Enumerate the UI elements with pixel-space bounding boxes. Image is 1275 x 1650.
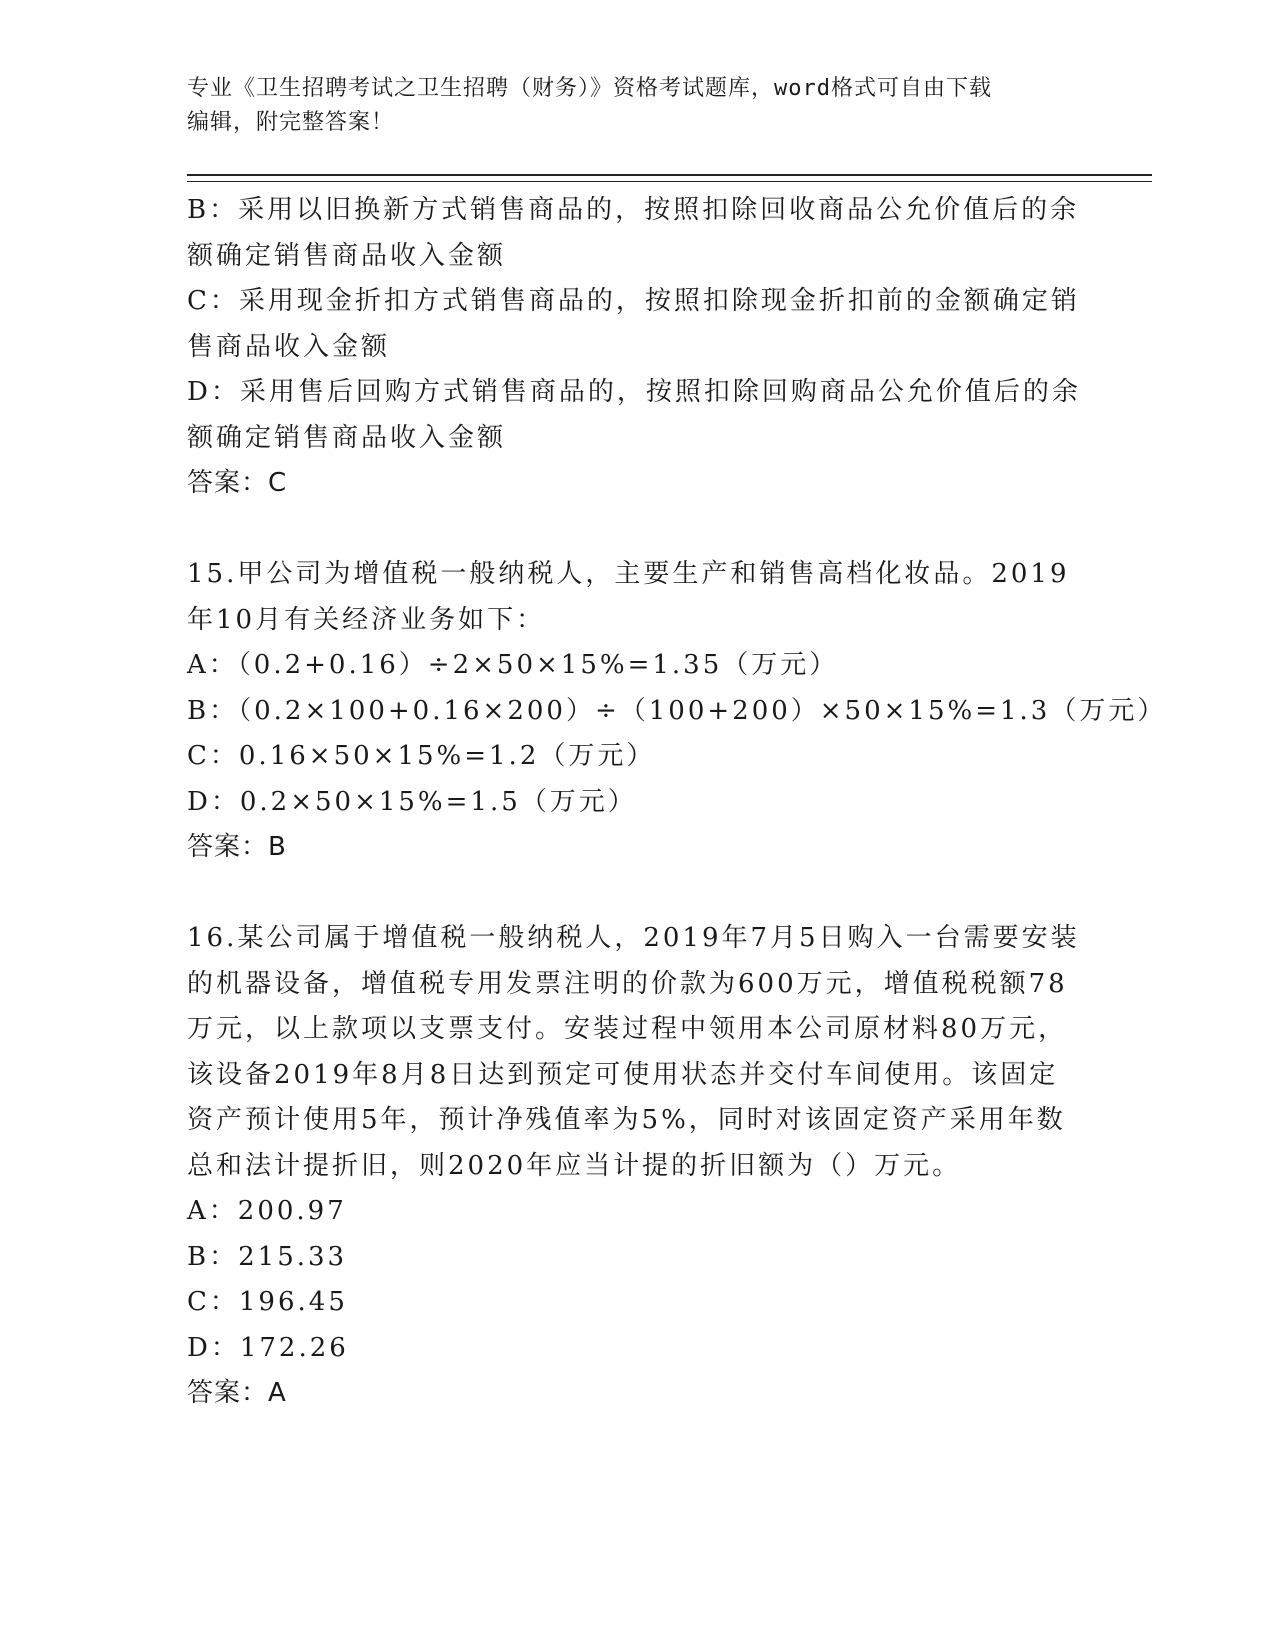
q16-option-c: C：196.45 (187, 1287, 348, 1317)
q16-option-a: A：200.97 (187, 1196, 347, 1226)
q15-answer: 答案：B (187, 832, 287, 862)
q16-option-b: B：215.33 (187, 1241, 348, 1272)
q15-option-c: C：0.16×50×15%=1.2（万元） (187, 741, 656, 771)
q14-option-d-line-1: D：采用售后回购方式销售商品的，按照扣除回购商品公允价值后的余 (187, 377, 1081, 407)
header-line-1: 专业《卫生招聘考试之卫生招聘（财务）》资格考试题库，word格式可自由下载 (187, 76, 992, 101)
spacer (187, 507, 1087, 553)
header-line-2: 编辑，附完整答案！ (187, 110, 395, 135)
q16-stem-line-5: 资产预计使用5年，预计净残值率为5%，同时对该固定资产采用年数 (187, 1105, 1066, 1135)
q14-option-c-line-2: 售商品收入金额 (187, 331, 391, 362)
question-16-block (187, 916, 1087, 1417)
q16-stem-line-2: 的机器设备，增值税专用发票注明的价款为600万元，增值税税额78 (187, 968, 1068, 999)
document-header (187, 72, 1067, 140)
q14-option-d-line-2: 额确定销售商品收入金额 (187, 422, 507, 453)
q15-option-a: A：（0.2+0.16）÷2×50×15%=1.35（万元） (187, 650, 839, 680)
q14-option-c-line-1: C：采用现金折扣方式销售商品的，按照扣除现金折扣前的金额确定销 (187, 286, 1080, 316)
q16-stem-line-4: 该设备2019年8月8日达到预定可使用状态并交付车间使用。该固定 (187, 1059, 1059, 1090)
q14-option-b-line-2: 额确定销售商品收入金额 (187, 240, 507, 271)
header-divider-thin (187, 181, 1152, 182)
header-divider-thick (187, 174, 1152, 176)
q15-option-b: B：（0.2×100+0.16×200）÷（100+200）×50×15%=1.3（万元） (187, 695, 1167, 726)
q15-stem-line-1: 15.甲公司为增值税一般纳税人，主要生产和销售高档化妆品。2019 (187, 559, 1070, 589)
question-15-block (187, 552, 1167, 871)
q15-option-d: D：0.2×50×15%=1.5（万元） (187, 786, 637, 817)
q15-stem-line-2: 年10月有关经济业务如下： (187, 604, 546, 635)
q16-answer: 答案：A (187, 1378, 287, 1408)
q16-option-d: D：172.26 (187, 1332, 349, 1363)
question-content (187, 188, 1167, 1417)
q16-stem-line-3: 万元，以上款项以支票支付。安装过程中领用本公司原材料80万元， (187, 1014, 1068, 1044)
q14-option-b-line-1: B：采用以旧换新方式销售商品的，按照扣除回收商品公允价值后的余 (187, 195, 1080, 225)
q14-answer: 答案：C (187, 468, 288, 498)
spacer (187, 871, 1087, 917)
question-14-block (187, 188, 1087, 507)
q16-stem-line-1: 16.某公司属于增值税一般纳税人，2019年7月5日购入一台需要安装 (187, 923, 1080, 953)
q16-stem-line-6: 总和法计提折旧，则2020年应当计提的折旧额为（）万元。 (187, 1150, 962, 1181)
